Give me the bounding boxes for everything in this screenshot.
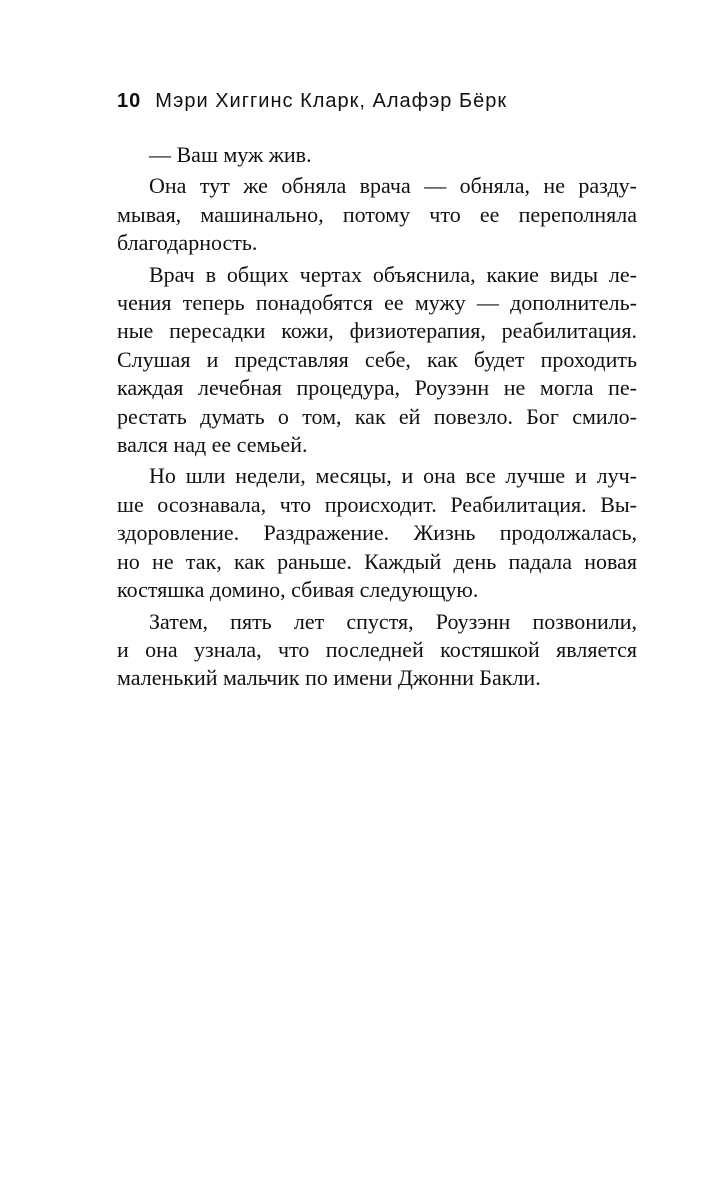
text-line: но не так, как раньше. Каждый день падала новая — [117, 548, 637, 574]
body-text — [117, 141, 637, 693]
text-line: Она тут же обняла врача — обняла, не разду- — [149, 173, 637, 199]
text-line: Затем, пять лет спустя, Роузэнн позвонили, — [149, 608, 637, 634]
text-line: мывая, машинально, потому что ее переполняла — [117, 201, 637, 227]
paragraph — [117, 172, 637, 257]
paragraph — [117, 261, 637, 460]
text-line: маленький мальчик по имени Джонни Бакли. — [117, 665, 541, 691]
text-line: вался над ее семьей. — [117, 432, 308, 458]
text-line: и она узнала, что последней костяшкой является — [117, 636, 637, 662]
text-line: каждая лечебная процедура, Роузэнн не могла пе- — [117, 375, 637, 401]
paragraph — [117, 462, 637, 604]
text-line: Но шли недели, месяцы, и она все лучше и луч- — [149, 463, 637, 489]
text-line: ные пересадки кожи, физиотерапия, реабилитация. — [117, 318, 637, 344]
text-line: Слушая и представляя себе, как будет проходить — [117, 346, 637, 372]
text-line: ше осознавала, что происходит. Реабилитация. Вы- — [117, 491, 637, 517]
text-line: здоровление. Раздражение. Жизнь продолжалась, — [117, 520, 637, 546]
running-head-authors: Мэри Хиггинс Кларк, Алафэр Бёрк — [155, 90, 508, 112]
text-line: — Ваш муж жив. — [149, 142, 312, 167]
paragraph — [117, 141, 637, 169]
text-line: Врач в общих чертах объяснила, какие виды ле- — [149, 261, 637, 287]
running-head — [117, 90, 507, 113]
text-line: благодарность. — [117, 230, 258, 256]
text-line: чения теперь понадобятся ее мужу — дополнитель- — [117, 290, 637, 316]
page-number: 10 — [117, 90, 142, 112]
text-line: костяшка домино, сбивая следующую. — [117, 577, 479, 603]
paragraph — [117, 608, 637, 693]
text-line: рестать думать о том, как ей повезло. Бог смило- — [117, 403, 637, 429]
